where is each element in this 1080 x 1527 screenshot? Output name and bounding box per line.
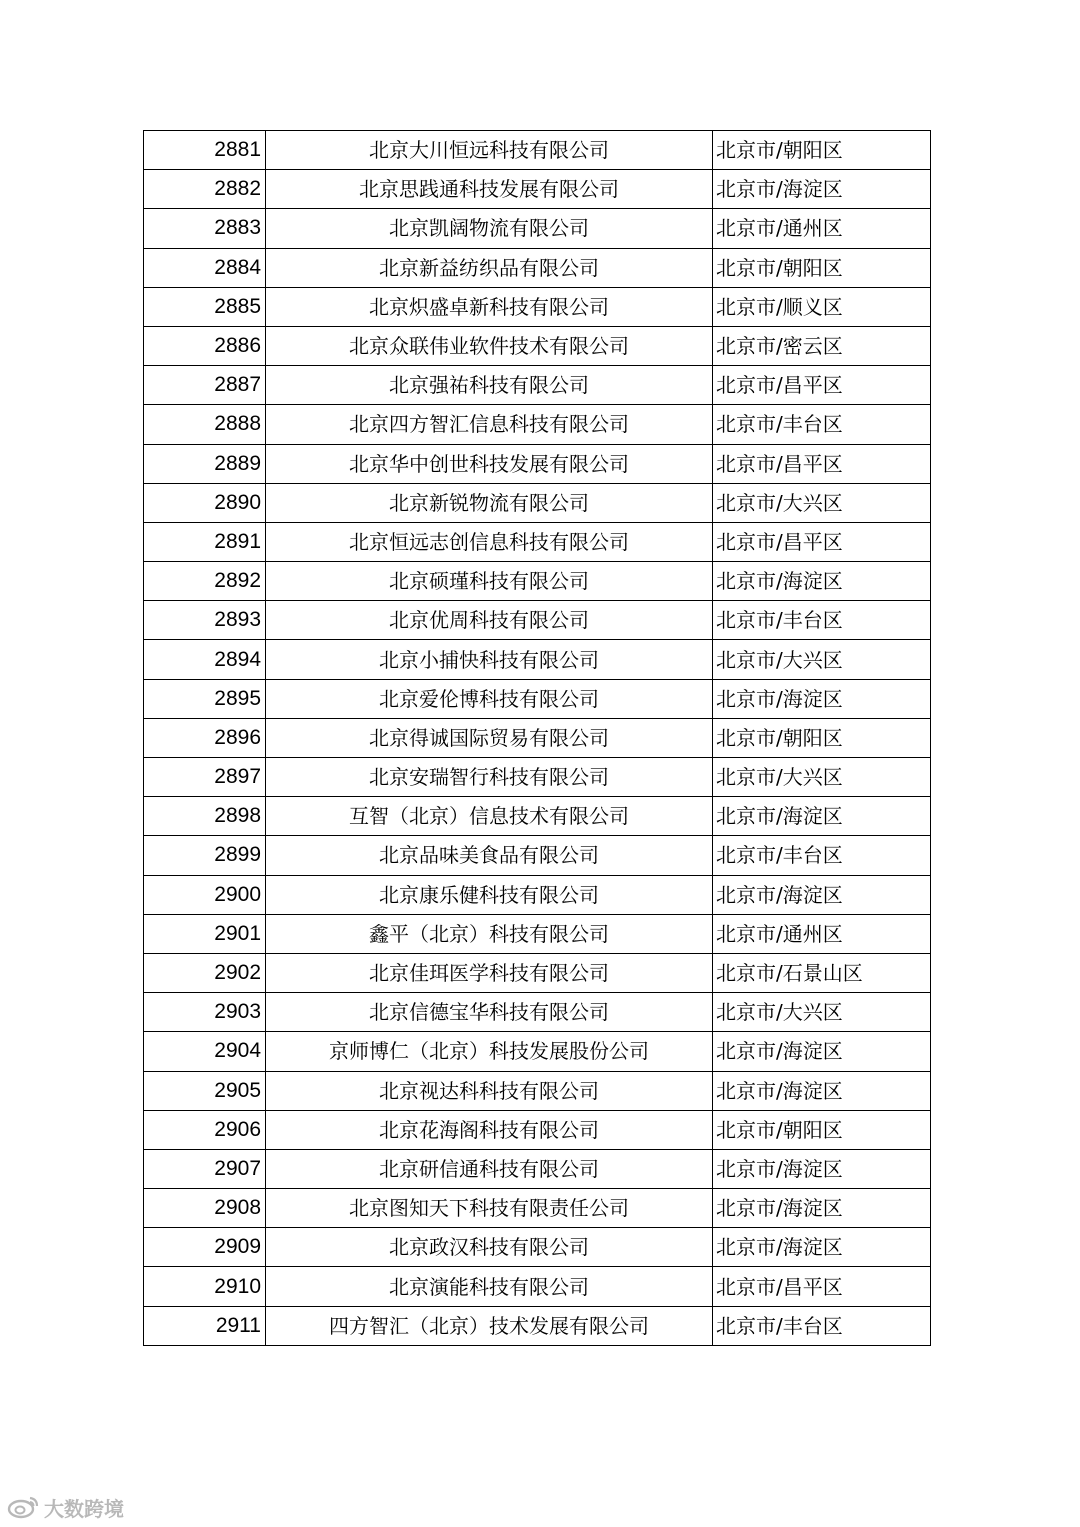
row-number-cell: 2882: [144, 170, 266, 209]
location-cell: 北京市/海淀区: [713, 1071, 931, 1110]
row-number-cell: 2884: [144, 248, 266, 287]
row-number-cell: 2905: [144, 1071, 266, 1110]
row-number-cell: 2897: [144, 758, 266, 797]
location-cell: 北京市/大兴区: [713, 758, 931, 797]
row-number-cell: 2899: [144, 836, 266, 875]
watermark: [6, 1492, 124, 1522]
company-name-cell: 北京强祐科技有限公司: [266, 366, 713, 405]
table-row: [144, 640, 931, 679]
location-cell: 北京市/通州区: [713, 209, 931, 248]
row-number-cell: 2885: [144, 287, 266, 326]
table-row: [144, 1110, 931, 1149]
row-number-cell: 2889: [144, 444, 266, 483]
row-number-cell: 2900: [144, 875, 266, 914]
table-row: [144, 287, 931, 326]
company-name-cell: 北京优周科技有限公司: [266, 601, 713, 640]
company-name-cell: 北京思践通科技发展有限公司: [266, 170, 713, 209]
table-row: [144, 718, 931, 757]
location-cell: 北京市/海淀区: [713, 1228, 931, 1267]
location-cell: 北京市/海淀区: [713, 1032, 931, 1071]
row-number-cell: 2898: [144, 797, 266, 836]
location-cell: 北京市/昌平区: [713, 1267, 931, 1306]
table-row: [144, 170, 931, 209]
company-name-cell: 北京信德宝华科技有限公司: [266, 993, 713, 1032]
table-row: [144, 1189, 931, 1228]
company-name-cell: 鑫平（北京）科技有限公司: [266, 914, 713, 953]
company-name-cell: 北京佳珥医学科技有限公司: [266, 953, 713, 992]
row-number-cell: 2886: [144, 326, 266, 365]
location-cell: 北京市/顺义区: [713, 287, 931, 326]
row-number-cell: 2903: [144, 993, 266, 1032]
company-list-body: [144, 131, 931, 1346]
company-name-cell: 北京众联伟业软件技术有限公司: [266, 326, 713, 365]
table-row: [144, 679, 931, 718]
table-row: [144, 248, 931, 287]
location-cell: 北京市/海淀区: [713, 875, 931, 914]
row-number-cell: 2904: [144, 1032, 266, 1071]
table-row: [144, 444, 931, 483]
company-name-cell: 北京视达科科技有限公司: [266, 1071, 713, 1110]
company-name-cell: 北京硕瑾科技有限公司: [266, 562, 713, 601]
row-number-cell: 2895: [144, 679, 266, 718]
company-name-cell: 北京新益纺织品有限公司: [266, 248, 713, 287]
row-number-cell: 2891: [144, 522, 266, 561]
row-number-cell: 2887: [144, 366, 266, 405]
location-cell: 北京市/昌平区: [713, 366, 931, 405]
location-cell: 北京市/昌平区: [713, 444, 931, 483]
table-row: [144, 366, 931, 405]
table-row: [144, 131, 931, 170]
weibo-logo-icon: [6, 1495, 40, 1519]
row-number-cell: 2901: [144, 914, 266, 953]
row-number-cell: 2894: [144, 640, 266, 679]
table-row: [144, 953, 931, 992]
table-row: [144, 483, 931, 522]
company-name-cell: 北京品味美食品有限公司: [266, 836, 713, 875]
company-name-cell: 北京研信通科技有限公司: [266, 1149, 713, 1188]
row-number-cell: 2883: [144, 209, 266, 248]
table-row: [144, 993, 931, 1032]
company-name-cell: 北京大川恒远科技有限公司: [266, 131, 713, 170]
location-cell: 北京市/朝阳区: [713, 1110, 931, 1149]
location-cell: 北京市/丰台区: [713, 836, 931, 875]
row-number-cell: 2893: [144, 601, 266, 640]
table-row: [144, 1149, 931, 1188]
location-cell: 北京市/海淀区: [713, 797, 931, 836]
table-row: [144, 601, 931, 640]
location-cell: 北京市/大兴区: [713, 640, 931, 679]
table-row: [144, 1228, 931, 1267]
location-cell: 北京市/丰台区: [713, 1306, 931, 1345]
company-name-cell: 北京恒远志创信息科技有限公司: [266, 522, 713, 561]
company-name-cell: 北京新锐物流有限公司: [266, 483, 713, 522]
company-name-cell: 北京康乐健科技有限公司: [266, 875, 713, 914]
company-name-cell: 北京图知天下科技有限责任公司: [266, 1189, 713, 1228]
company-list-table: [143, 130, 931, 1346]
row-number-cell: 2907: [144, 1149, 266, 1188]
company-name-cell: 北京四方智汇信息科技有限公司: [266, 405, 713, 444]
location-cell: 北京市/朝阳区: [713, 248, 931, 287]
table-row: [144, 405, 931, 444]
company-name-cell: 北京得诚国际贸易有限公司: [266, 718, 713, 757]
company-name-cell: 北京花海阁科技有限公司: [266, 1110, 713, 1149]
row-number-cell: 2881: [144, 131, 266, 170]
location-cell: 北京市/海淀区: [713, 170, 931, 209]
location-cell: 北京市/昌平区: [713, 522, 931, 561]
location-cell: 北京市/密云区: [713, 326, 931, 365]
row-number-cell: 2908: [144, 1189, 266, 1228]
row-number-cell: 2892: [144, 562, 266, 601]
location-cell: 北京市/丰台区: [713, 405, 931, 444]
table-row: [144, 875, 931, 914]
location-cell: 北京市/丰台区: [713, 601, 931, 640]
row-number-cell: 2890: [144, 483, 266, 522]
table-row: [144, 562, 931, 601]
table-row: [144, 797, 931, 836]
company-name-cell: 四方智汇（北京）技术发展有限公司: [266, 1306, 713, 1345]
row-number-cell: 2910: [144, 1267, 266, 1306]
table-row: [144, 209, 931, 248]
watermark-text: 大数跨境: [44, 1496, 124, 1521]
row-number-cell: 2909: [144, 1228, 266, 1267]
table-row: [144, 326, 931, 365]
table-row: [144, 1032, 931, 1071]
company-name-cell: 北京华中创世科技发展有限公司: [266, 444, 713, 483]
company-name-cell: 北京爱伦博科技有限公司: [266, 679, 713, 718]
row-number-cell: 2906: [144, 1110, 266, 1149]
row-number-cell: 2911: [144, 1306, 266, 1345]
table-row: [144, 914, 931, 953]
location-cell: 北京市/大兴区: [713, 483, 931, 522]
location-cell: 北京市/朝阳区: [713, 718, 931, 757]
row-number-cell: 2896: [144, 718, 266, 757]
location-cell: 北京市/大兴区: [713, 993, 931, 1032]
table-row: [144, 758, 931, 797]
company-name-cell: 北京小捕快科技有限公司: [266, 640, 713, 679]
location-cell: 北京市/通州区: [713, 914, 931, 953]
table-row: [144, 522, 931, 561]
location-cell: 北京市/海淀区: [713, 562, 931, 601]
location-cell: 北京市/石景山区: [713, 953, 931, 992]
location-cell: 北京市/海淀区: [713, 1149, 931, 1188]
company-name-cell: 北京炽盛卓新科技有限公司: [266, 287, 713, 326]
table-row: [144, 1267, 931, 1306]
company-name-cell: 北京凯阔物流有限公司: [266, 209, 713, 248]
row-number-cell: 2902: [144, 953, 266, 992]
company-name-cell: 京师博仁（北京）科技发展股份公司: [266, 1032, 713, 1071]
company-name-cell: 北京演能科技有限公司: [266, 1267, 713, 1306]
location-cell: 北京市/朝阳区: [713, 131, 931, 170]
location-cell: 北京市/海淀区: [713, 1189, 931, 1228]
table-row: [144, 1071, 931, 1110]
row-number-cell: 2888: [144, 405, 266, 444]
table-row: [144, 836, 931, 875]
location-cell: 北京市/海淀区: [713, 679, 931, 718]
company-name-cell: 互智（北京）信息技术有限公司: [266, 797, 713, 836]
company-name-cell: 北京安瑞智行科技有限公司: [266, 758, 713, 797]
table-row: [144, 1306, 931, 1345]
company-name-cell: 北京政汉科技有限公司: [266, 1228, 713, 1267]
